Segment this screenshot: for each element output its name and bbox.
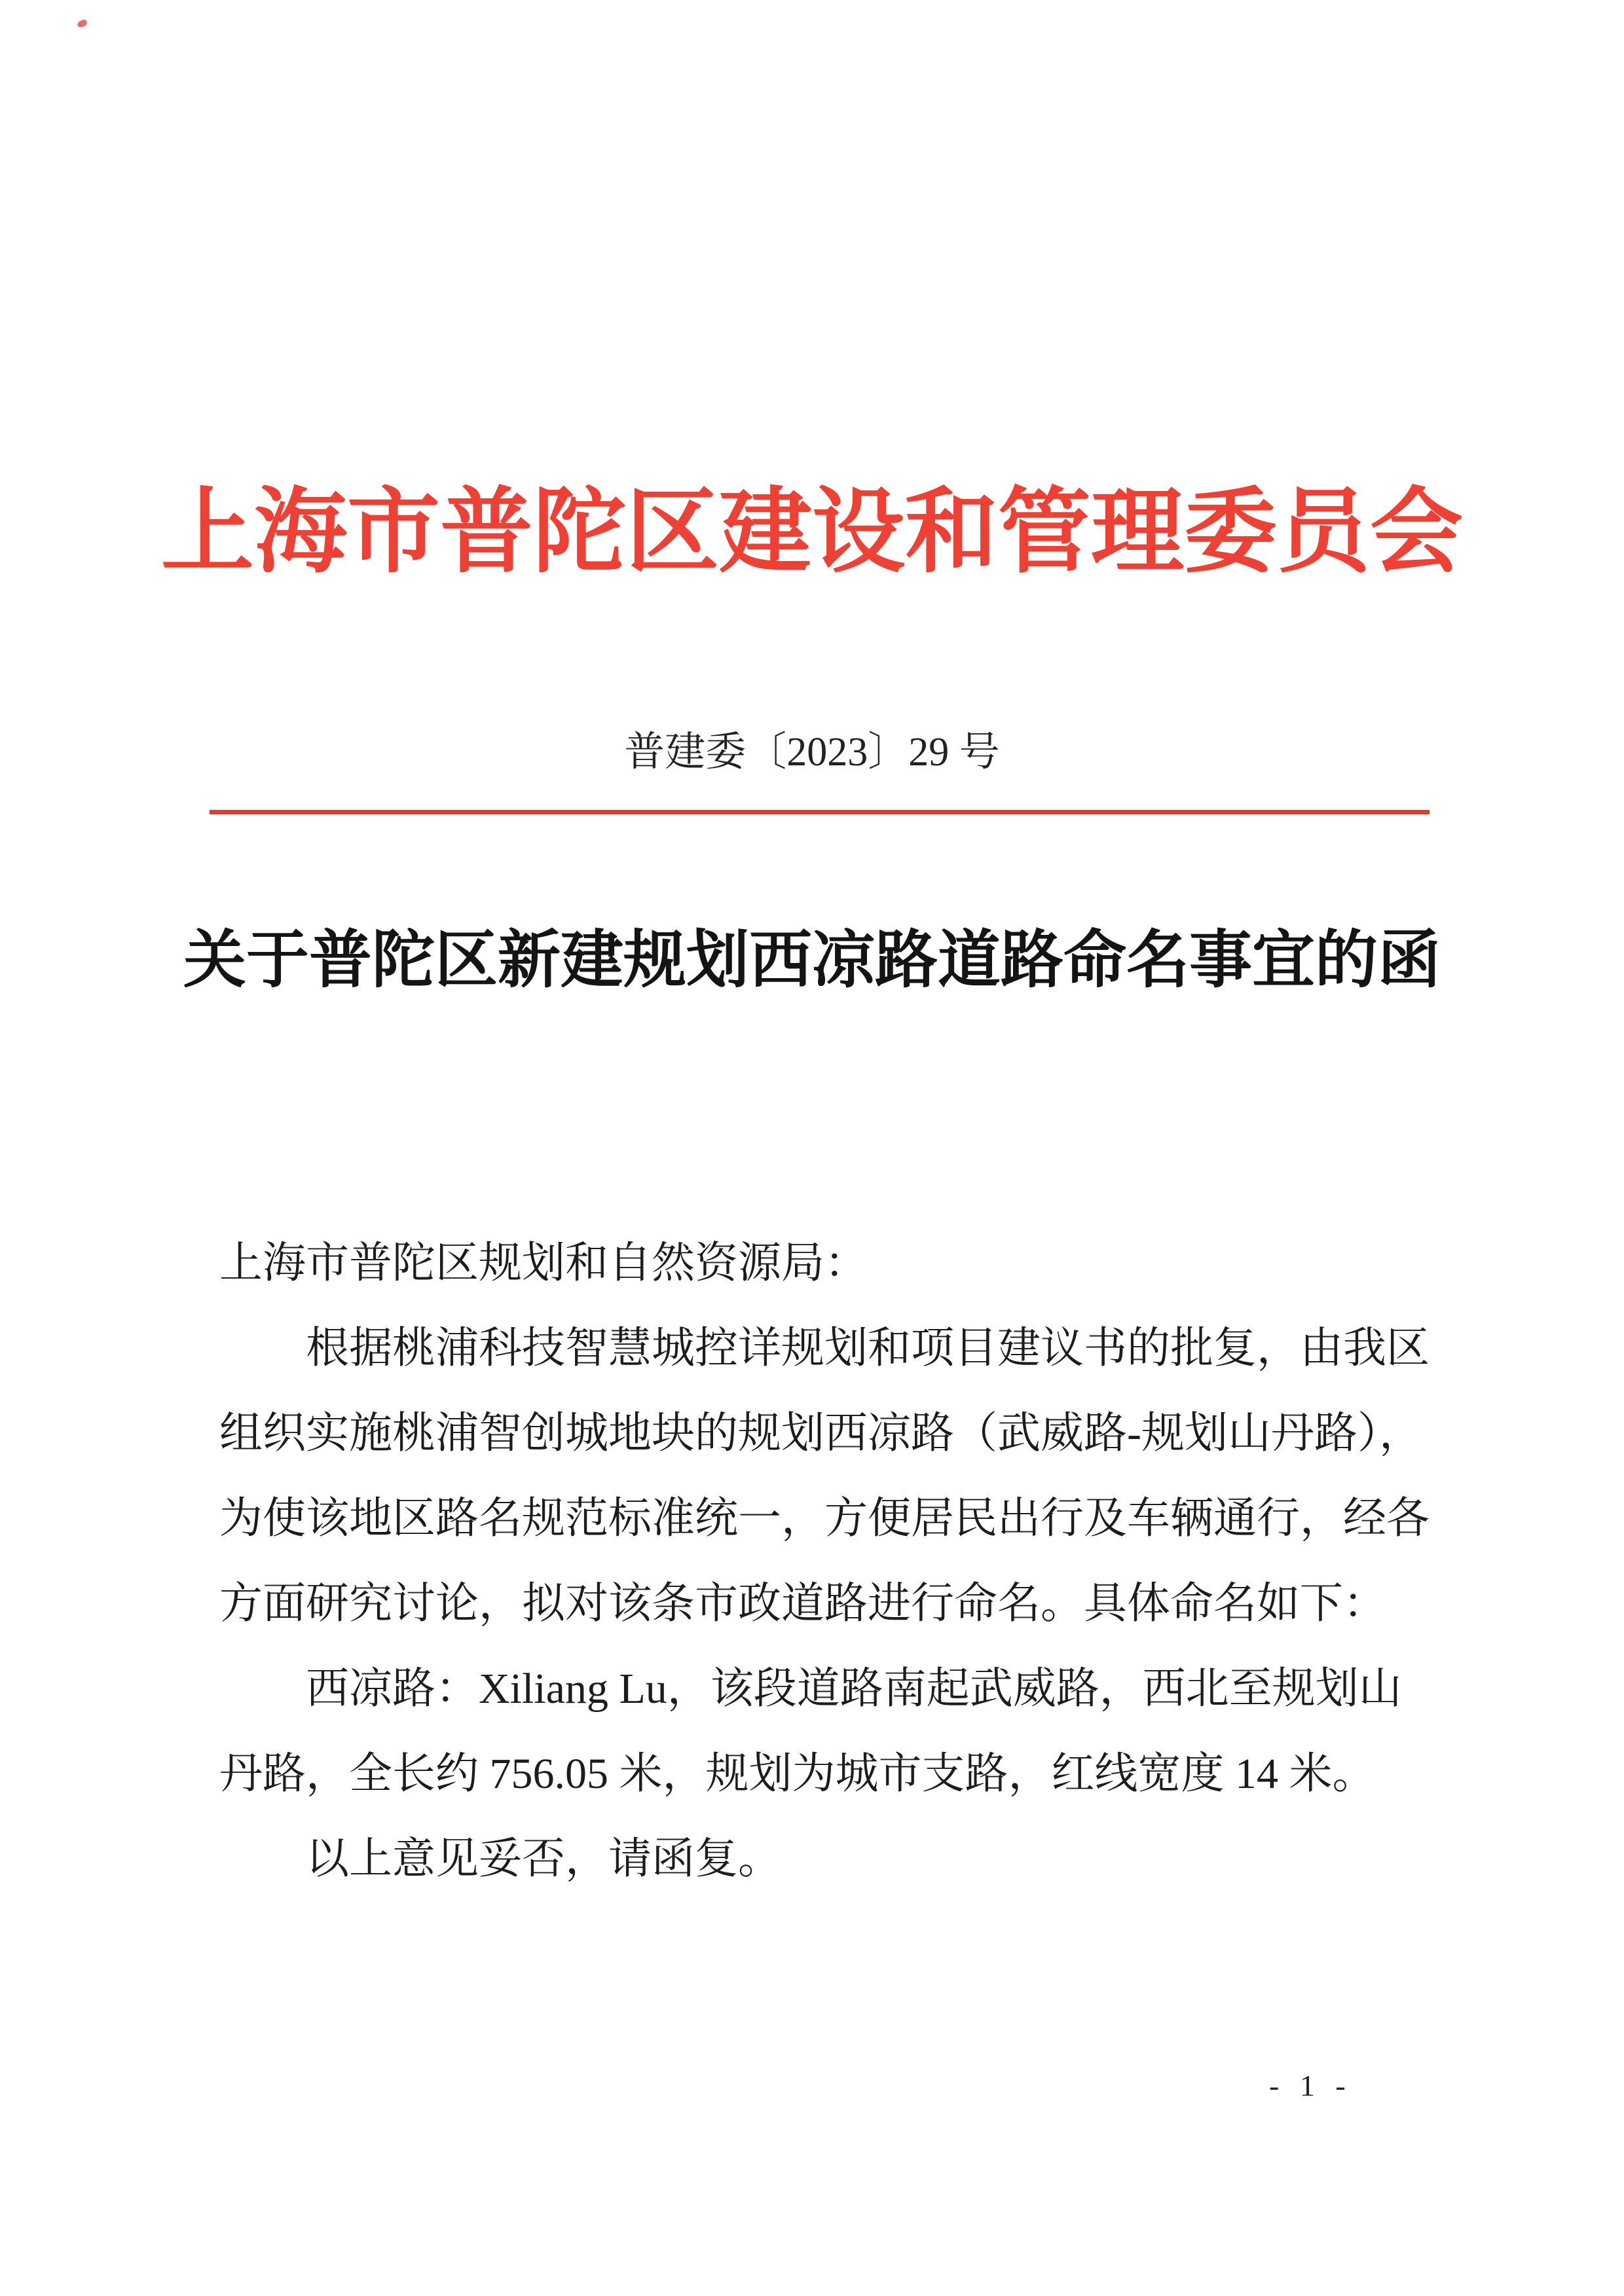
body-line: 丹路，全长约 756.05 米，规划为城市支路，红线宽度 14 米。: [219, 1750, 1376, 1798]
body-line: 西凉路：Xiliang Lu，该段道路南起武威路，西北至规划山: [306, 1665, 1402, 1713]
red-ink-speck: [77, 19, 88, 29]
letter-title: 关于普陀区新建规划西凉路道路命名事宜的函: [183, 925, 1441, 995]
body-line: 根据桃浦科技智慧城控详规划和项目建议书的批复，由我区: [306, 1324, 1430, 1372]
closing-line: 以上意见妥否，请函复。: [306, 1835, 781, 1883]
letter-body: [219, 1221, 1437, 1902]
red-divider-line: [210, 810, 1430, 814]
body-line: 方面研究讨论，拟对该条市政道路进行命名。具体命名如下：: [219, 1580, 1386, 1628]
document-reference-number: 普建委〔2023〕29 号: [624, 730, 1000, 774]
page-number: - 1 -: [1269, 2069, 1352, 2102]
agency-letterhead-title: 上海市普陀区建设和管理委员会: [161, 481, 1463, 584]
body-line: 为使该地区路名规范标准统一，方便居民出行及车辆通行，经各: [219, 1495, 1430, 1542]
salutation-line: 上海市普陀区规划和自然资源局：: [219, 1239, 868, 1287]
body-line: 组织实施桃浦智创城地块的规划西凉路（武威路-规划山丹路），: [219, 1410, 1422, 1457]
